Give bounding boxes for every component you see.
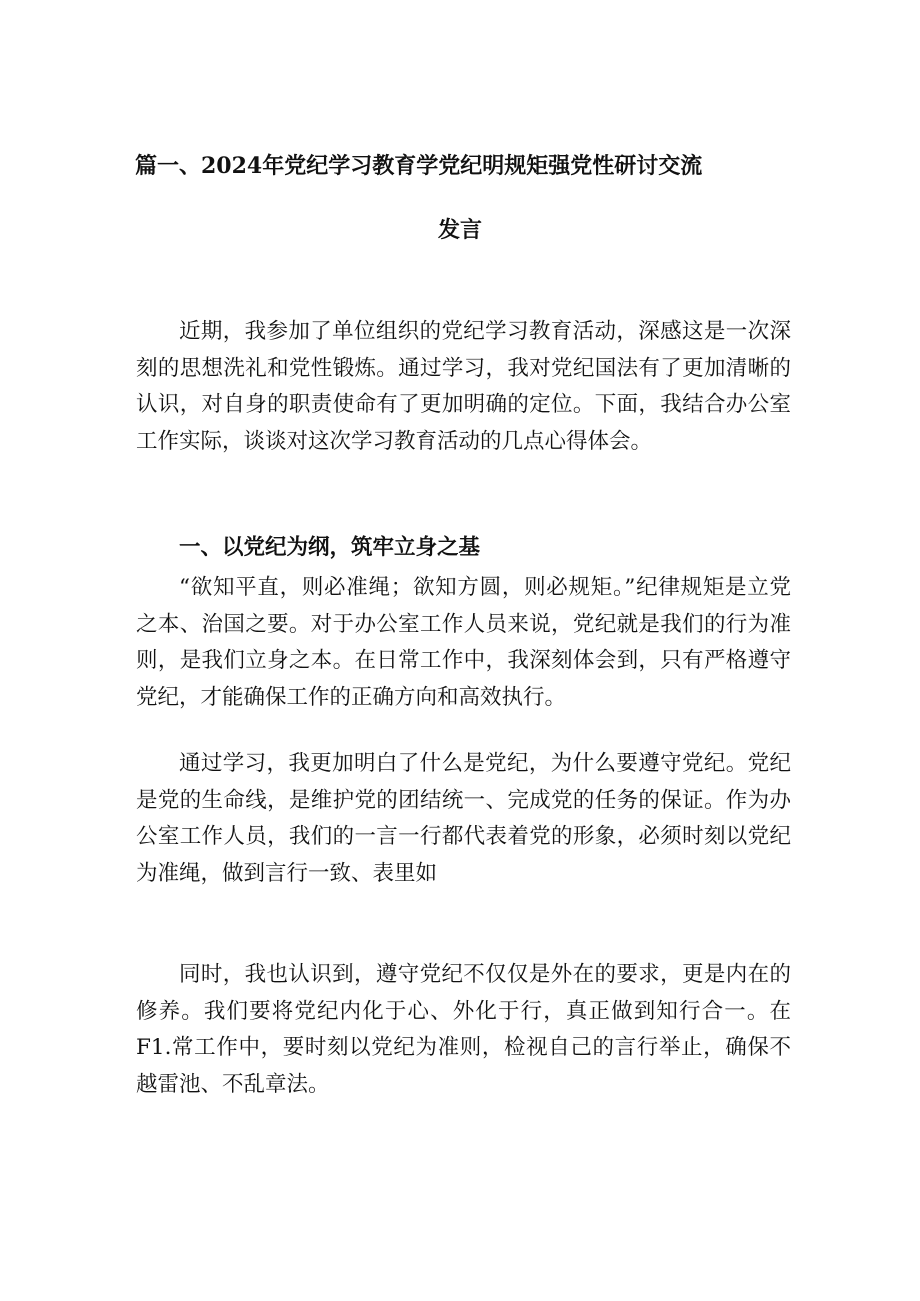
body-paragraph: “欲知平直，则必准绳；欲知方圆，则必规矩。”纪律规矩是立党之本、治国之要。对于办公室工作人员来说，党纪就是我们的行为准则，是我们立身之本。在日常工作中，我深刻体会到，只有严格遵守党纪，才能确保工作的正确方向和高效执行。: [136, 575, 791, 710]
intro-paragraph: 近期，我参加了单位组织的党纪学习教育活动，深感这是一次深刻的思想洗礼和党性锻炼。通过学习，我对党纪国法有了更加清晰的认识，对自身的职责使命有了更加明确的定位。下面，我结合办公室工作实际，谈谈对这次学习教育活动的几点心得体会。: [136, 319, 791, 454]
document-title: 篇一、2024年党纪学习教育学党纪明规矩强党性研讨交流: [135, 153, 703, 179]
body-paragraph: 同时，我也认识到，遵守党纪不仅仅是外在的要求，更是内在的修养。我们要将党纪内化于心、外化于行，真正做到知行合一。在F1.常工作中，要时刻以党纪为准则，检视自己的言行举止，确保不越雷池、不乱章法。: [136, 962, 791, 1097]
document-title-continuation: 发言: [437, 217, 482, 243]
body-paragraph: 通过学习，我更加明白了什么是党纪，为什么要遵守党纪。党纪是党的生命线，是维护党的团结统一、完成党的任务的保证。作为办公室工作人员，我们的一言一行都代表着党的形象，必须时刻以党纪为准绳，做到言行一致、表里如: [136, 751, 791, 886]
section-heading: 一、以党纪为纲，筑牢立身之基: [179, 535, 481, 560]
